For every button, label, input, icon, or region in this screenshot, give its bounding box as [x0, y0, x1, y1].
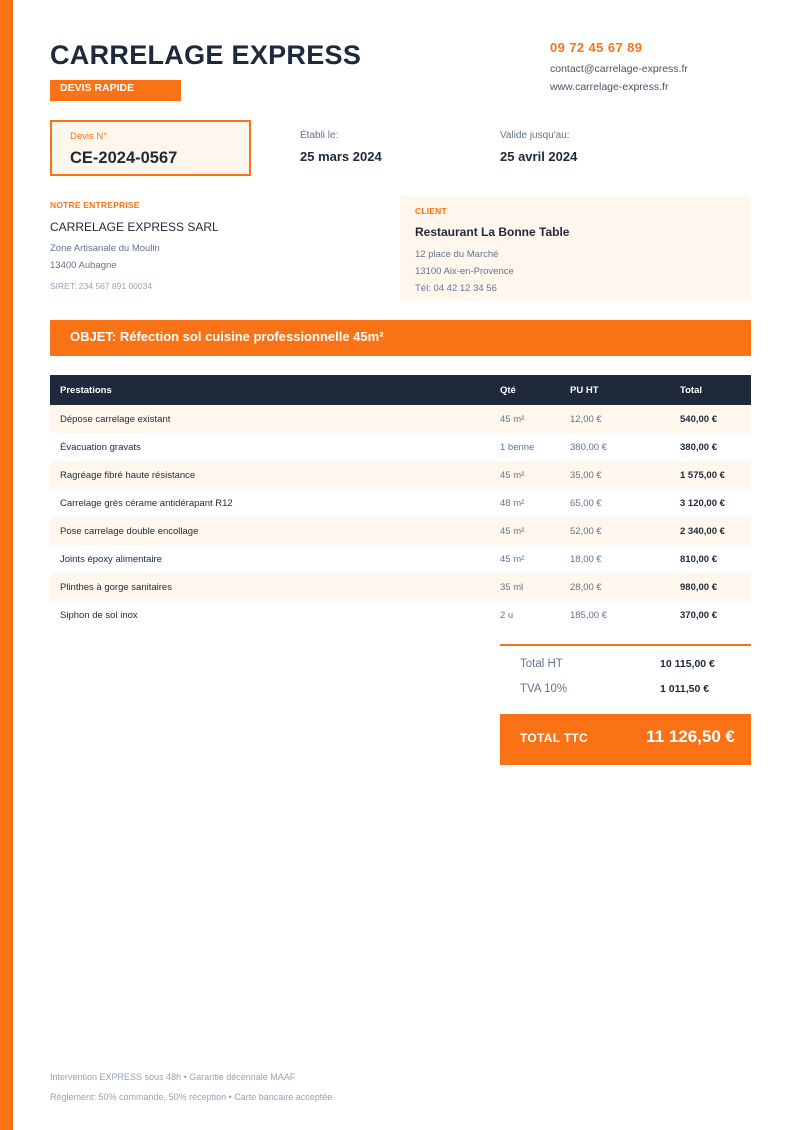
total-ht-label: Total HT [520, 658, 563, 670]
service-quantity: 1 benne [500, 441, 535, 453]
company-info [50, 200, 370, 291]
tva-value: 1 011,50 € [660, 683, 710, 695]
service-unit-price: 65,00 € [570, 497, 602, 509]
service-total: 380,00 € [680, 441, 717, 453]
quote-number-box [50, 120, 251, 176]
column-header-services: Prestations [50, 375, 500, 405]
service-total: 1 575,00 € [680, 461, 751, 489]
table-row [50, 405, 751, 433]
company-legal-name: CARRELAGE EXPRESS SARL [50, 220, 219, 234]
footer [50, 1070, 332, 1110]
total-ht-row [500, 658, 751, 678]
service-quantity: 35 ml [500, 573, 570, 601]
issued-date-block [300, 130, 382, 164]
service-description: Dépose carrelage existant [50, 405, 500, 433]
client-name: Restaurant La Bonne Table [415, 225, 570, 239]
total-ttc-value: 11 126,50 € [646, 727, 735, 746]
table-row [50, 433, 751, 461]
quote-number-label: Devis N° [70, 131, 108, 142]
company-address-line1: Zone Artisanale du Moulin [50, 243, 160, 254]
phone-number[interactable]: 09 72 45 67 89 [550, 40, 643, 55]
service-quantity: 45 m² [500, 517, 570, 545]
website-link[interactable]: www.carrelage-express.fr [550, 81, 669, 93]
table-row [50, 545, 751, 573]
email-link[interactable]: contact@carrelage-express.fr [550, 63, 688, 75]
table-row [50, 601, 751, 629]
service-unit-price: 12,00 € [570, 405, 680, 433]
column-header-unit-price: PU HT [570, 375, 680, 405]
client-address-line2: 13100 Aix-en-Provence [415, 266, 514, 277]
table-header-row [50, 375, 751, 405]
service-quantity: 2 u [500, 609, 514, 621]
service-total: 810,00 € [680, 553, 717, 565]
total-ht-value: 10 115,00 € [660, 658, 715, 670]
tva-row [500, 683, 751, 703]
total-ttc-box [500, 714, 751, 765]
service-unit-price: 380,00 € [570, 441, 607, 453]
tva-label: TVA 10% [520, 683, 568, 695]
quote-subject-banner: OBJET: Réfection sol cuisine professionnelle 45m² [50, 320, 751, 356]
quote-type-badge: DEVIS RAPIDE [50, 80, 181, 101]
services-table [50, 375, 751, 629]
service-quantity: 48 m² [500, 497, 525, 509]
client-info [400, 195, 751, 301]
total-ttc-label: TOTAL TTC [520, 731, 589, 745]
table-row [50, 461, 751, 489]
service-description: Siphon de sol inox [60, 609, 138, 621]
service-quantity: 45 m² [500, 405, 570, 433]
service-quantity: 45 m² [500, 553, 525, 565]
valid-date-label: Valide jusqu'au: [500, 130, 570, 141]
service-description: Évacuation gravats [60, 441, 141, 453]
client-address-line1: 12 place du Marché [415, 249, 499, 260]
column-header-quantity: Qté [500, 375, 570, 405]
service-unit-price: 18,00 € [570, 553, 602, 565]
issued-date-label: Établi le: [300, 130, 339, 141]
service-unit-price: 52,00 € [570, 517, 680, 545]
footer-line-guarantee: Intervention EXPRESS sous 48h • Garantie décennale MAAF [50, 1072, 296, 1082]
valid-date: 25 avril 2024 [500, 149, 578, 164]
service-description: Ragréage fibré haute résistance [50, 461, 500, 489]
service-description: Joints époxy alimentaire [60, 553, 162, 565]
service-unit-price: 28,00 € [570, 573, 680, 601]
column-header-total: Total [680, 375, 751, 405]
valid-date-block [500, 130, 577, 164]
company-siret: SIRET: 234 567 891 00034 [50, 281, 153, 291]
issued-date: 25 mars 2024 [300, 149, 382, 164]
service-quantity: 45 m² [500, 461, 570, 489]
service-total: 370,00 € [680, 609, 717, 621]
client-phone: Tél: 04 42 12 34 56 [415, 283, 497, 294]
service-description: Plinthes à gorge sanitaires [50, 573, 500, 601]
table-row [50, 489, 751, 517]
service-description: Carrelage grès cérame antidérapant R12 [60, 497, 233, 509]
quote-number: CE-2024-0567 [70, 149, 178, 167]
service-unit-price: 35,00 € [570, 461, 680, 489]
service-total: 3 120,00 € [680, 497, 725, 509]
accent-side-bar [0, 0, 13, 1130]
table-row [50, 573, 751, 601]
client-section-title: CLIENT [415, 206, 447, 216]
service-unit-price: 185,00 € [570, 609, 607, 621]
contact-block [550, 40, 688, 96]
company-address-line2: 13400 Aubagne [50, 260, 117, 271]
service-description: Pose carrelage double encollage [50, 517, 500, 545]
service-total: 980,00 € [680, 573, 751, 601]
footer-line-payment: Règlement: 50% commande, 50% réception • Carte bancaire acceptée [50, 1092, 333, 1102]
service-total: 540,00 € [680, 405, 751, 433]
totals-divider [500, 644, 751, 646]
table-row [50, 517, 751, 545]
company-title: CARRELAGE EXPRESS [50, 40, 362, 70]
company-section-title: NOTRE ENTREPRISE [50, 200, 140, 210]
service-total: 2 340,00 € [680, 517, 751, 545]
